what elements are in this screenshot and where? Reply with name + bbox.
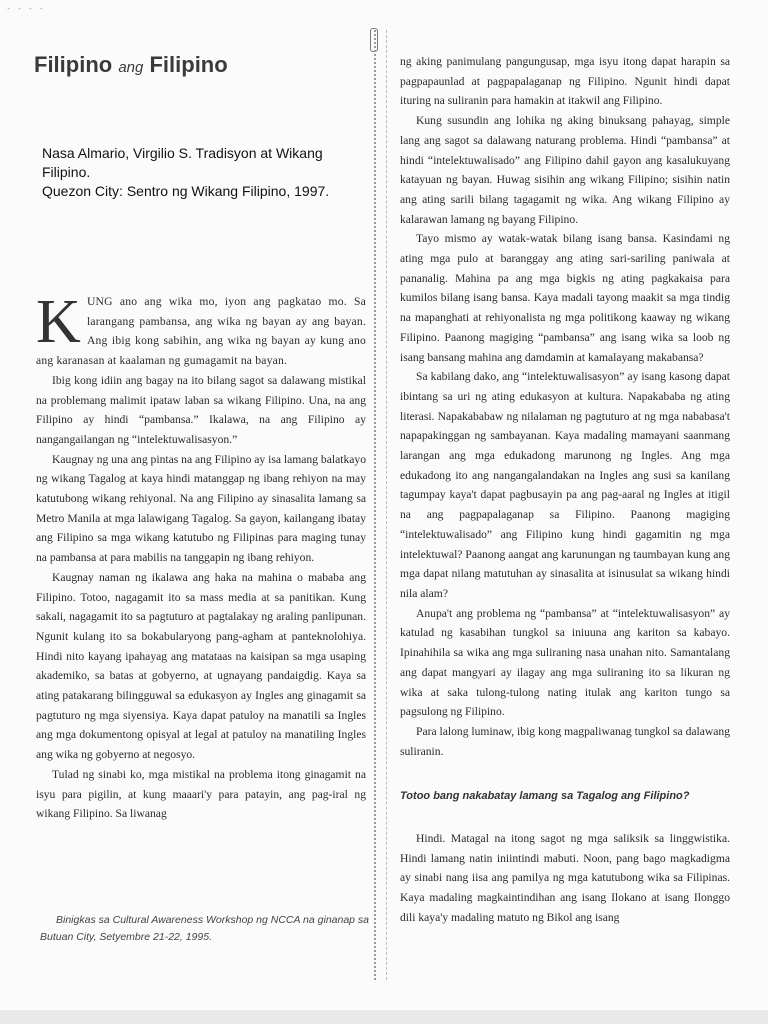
page-title [34, 52, 228, 78]
citation-line-1: Nasa Almario, Virgilio S. Tradisyon at Wikang Filipino. [42, 145, 323, 180]
paragraph: Hindi. Matagal na itong sagot ng mga saliksik sa linggwistika. Hindi lamang natin iniintindi mabuti. Noon, pang bago magkadigma ay sinabi nang iisa ang pamilya ng mga katutubong wika sa Filipinas. Kaya madaling magkaintindihan ang isang Ilokano at isang Ilonggo dili kaya'y madaling matuto ng Bikol ang isang [400, 832, 730, 924]
paragraph: Ibig kong idiin ang bagay na ito bilang sagot sa dalawang mistikal na problemang malimit ipataw laban sa wikang Filipino. Una, na ang Filipino ay hindi “pambansa.” Ikalawa, na ang Filipino ay nangangailangan ng “intelektuwalisasyon.” [36, 373, 366, 446]
citation-block [42, 144, 362, 201]
lead-paragraph [36, 288, 366, 371]
paragraph: Anupa't ang problema ng “pambansa” at “intelektuwalisasyon” ay katulad ng kasabihan tungkol sa iniuuna ang kariton sa kabayo. Ipinahihila sa wika ang mga suliraning nasa unahan nito. Samantalang ang dapat mangyari ay ilagay ang mga suliraning ito sa likuran ng wika at saka tulong-tulong nating itulak ang kariton tungo sa pagsulong ng Filipino. [400, 606, 730, 719]
paragraph: ng aking panimulang pangungusap, mga isyu itong dapat harapin sa pagpapaunlad at pagpapalaganap ng Filipino. Ngunit hindi dapat ituring na suliranin para hamakin at itakwil ang Filipino. [400, 55, 730, 108]
paragraph: Kaugnay naman ng ikalawa ang haka na mahina o mababa ang Filipino. Totoo, nagagamit ito sa mass media at sa panitikan. Kung sakali, nagagamit ito sa pagtuturo at pagtalakay ng araling panlipunan. Ngunit kulang ito sa bokabularyong pang-agham at panteknolohiya. Hindi nito kayang ipahayag ang matataas na kaisipan sa mga usaping akademiko, sa batas at gobyerno, at ugnayang pandaigdig. Kaya sa ating patakarang bilingguwal sa edukasyon ay Ingles ang ginagamit sa pagtuturo ng mga siyensiya. Kaya dapat patuloy na manatili sa Ingles ang mga dokumentong opisyal at legal at patuloy na manatiling Ingles ang wika ng gobyerno at negosyo. [36, 570, 366, 762]
lead-paragraph-text: UNG ano ang wika mo, iyon ang pagkatao mo. Sa larangang pambansa, ang wika ng bayan ay ang bayan. Ang ibig kong sabihin, ang wika ng bayan ay kung ano ang karanasan at kaalaman ng gumagamit na bayan. [36, 295, 366, 368]
paragraph: Sa kabilang dako, ang “intelektuwalisasyon” ay isang kasong dapat ibintang sa uri ng ating edukasyon at kultura. Napakababa ng ating literasi. Napakababaw ng nilalaman ng pagtuturo at ng mga nababasa't napapakinggan ng sambayanan. Kaya madaling mamayani saanmang larangan ang mga edukadong marunong ng Ingles. Ang mga edukadong ito ang nangangalandakan na Ingles ang susi sa kanilang tagumpay kaya't dapat pagbusayin pa ang pag-aaral ng Ingles at itigil na ang pagpapalaganap sa Filipino. Paanong magiging “intelektuwalisado” ang Filipino kung hindi gagamitin ng mga intelektuwal? Paanong aangat ang karunungan ng taumbayan kung ang mga dapat nilang matutuhan ay sinasalita at isinusulat sa wikang hindi nila alam? [400, 370, 730, 600]
drop-cap: K [36, 288, 81, 356]
right-column [400, 52, 730, 928]
paragraph: Kaugnay ng una ang pintas na ang Filipino ay isa lamang balatkayo ng wikang Tagalog at kaya hindi matanggap ng ibang rehiyon na may katutubong wikang rehiyonal. Na ang Filipino ay sinasalita lamang sa Metro Manila at mga lalawigang Tagalog. Sa gayon, kailangang ibatay ang Filipino sa mga wikang katutubo ng Filipinas para maging tunay na pambansa at para mabilis na tanggapin ng ibang rehiyon. [36, 452, 366, 565]
footnote: Binigkas sa Cultural Awareness Workshop ng NCCA na ginanap sa Butuan City, Setyembre 21-22, 1995. [40, 914, 370, 943]
title-small-word: ang [118, 59, 144, 76]
citation-line-2: Quezon City: Sentro ng Wikang Filipino, 1997. [42, 183, 330, 199]
title-part-1: Filipino [34, 52, 113, 77]
paragraph: Tulad ng sinabi ko, mga mistikal na problema itong ginagamit na isyu para pigilin, at kung maaari'y para patayin, ang pag-iral ng wikang Filipino. Sa liwanag [36, 767, 366, 821]
paragraph: Kung susundin ang lohika ng aking binuksang pahayag, simple lang ang sagot sa dalawang naturang problema. Hindi “pambansa” at hindi “intelektuwalisado” ang Filipino dahil gayon ang kasalukuyang katayuan ng bayan. Huwag sisihin ang wikang Filipino; sisihin natin ang ating sarili bilang tagagamit ng wika. Ang wikang Filipino ay kalarawan lamang ng bayang Filipino. [400, 114, 730, 226]
left-column [36, 288, 366, 824]
scan-edge-mark: - - - - [6, 4, 44, 14]
paragraph: Tayo mismo ay watak-watak bilang isang bansa. Kasindami ng ating mga pulo at baranggay ang ating sari-sariling paniwala at pananalig. Mahina pa ang mga bigkis ng ating pagkakaisa para kumilos bilang isang bansa. Kaya madali tayong maakit sa mga tindig na mapanghati at rehiyonalista ng mga politikong kaaway ng wikang Filipino. Paanong magiging “pambansa” ang isang wika sa loob ng isang bansang mahina ang damdamin at kamalayang makabansa? [400, 232, 730, 364]
section-subheading: Totoo bang nakabatay lamang sa Tagalog ang Filipino? [400, 790, 690, 803]
paragraph: Para lalong luminaw, ibig kong magpaliwanag tungkol sa dalawang suliranin. [400, 724, 730, 758]
scan-bottom-strip [0, 1010, 768, 1024]
column-divider [374, 30, 387, 980]
title-part-2: Filipino [149, 52, 228, 77]
